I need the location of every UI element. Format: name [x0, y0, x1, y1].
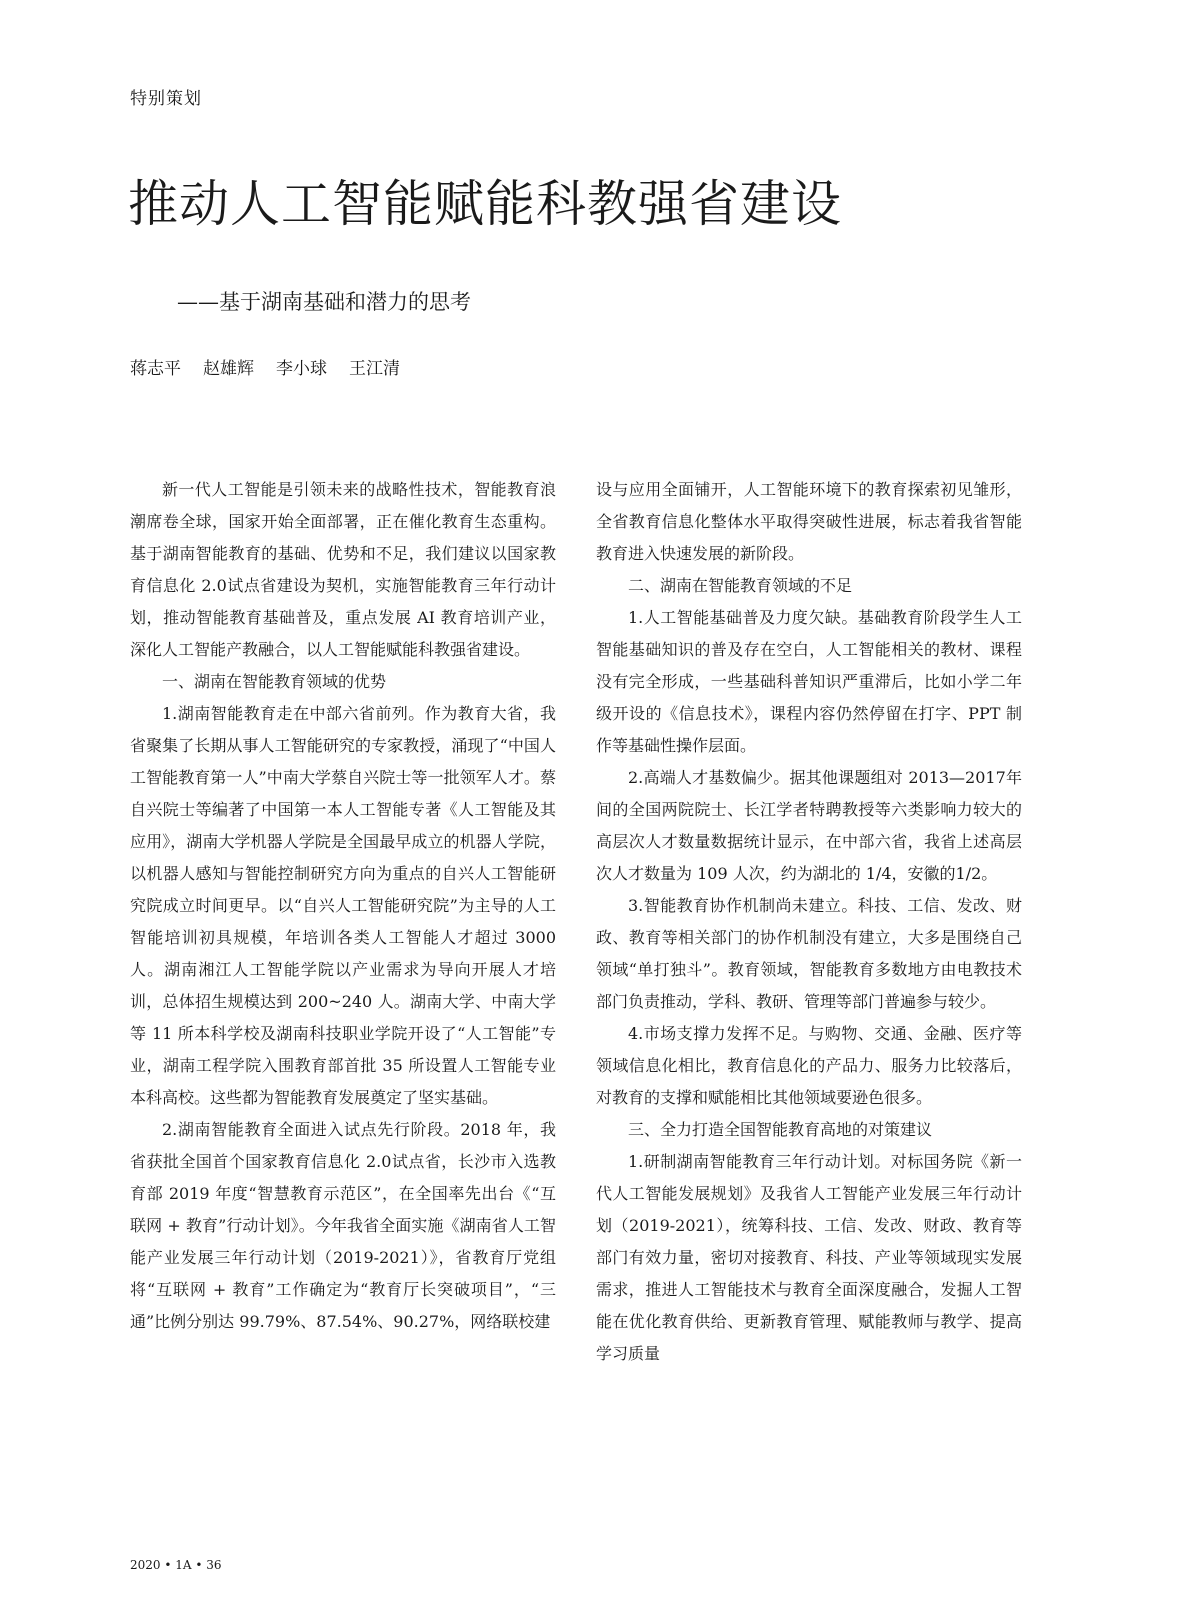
section-heading: 三、全力打造全国智能教育高地的对策建议	[628, 1120, 933, 1139]
author-list	[130, 354, 400, 379]
body-paragraph: 2.湖南智能教育全面进入试点先行阶段。2018 年，我省获批全国首个国家教育信息化 2.0试点省，长沙市入选教育部 2019 年度“智慧教育示范区”，在全国率先出台《“互联网 + 教育”行动计划》。今年我省全面实施《湖南省人工智能产业发展三年行动计划（2019-2021）》，省教育厅党组将“互联网 + 教育”工作确定为“教育厅长突破项目”，“三通”比例分别达 99.79%、87.54%、90.27%，网络联校建	[130, 1120, 556, 1331]
article-title: 推动人工智能赋能科教强省建设	[128, 175, 842, 233]
body-paragraph: 3.智能教育协作机制尚未建立。科技、工信、发改、财政、教育等相关部门的协作机制没有建立，大多是围绕自己领域“单打独斗”。教育领域，智能教育多数地方由电教技术部门负责推动，学科、教研、管理等部门普遍参与较少。	[596, 896, 1022, 1011]
author-name: 赵雄辉	[203, 359, 254, 379]
body-column-left	[130, 474, 556, 1338]
author-name: 王江清	[349, 359, 400, 379]
author-name: 李小球	[276, 359, 327, 379]
page-footer: 2020 • 1A • 36	[130, 1558, 222, 1572]
article-subtitle: ——基于湖南基础和潜力的思考	[177, 290, 471, 314]
body-paragraph: 1.人工智能基础普及力度欠缺。基础教育阶段学生人工智能基础知识的普及存在空白，人工智能相关的教材、课程没有完全形成，一些基础科普知识严重滞后，比如小学二年级开设的《信息技术》，课程内容仍然停留在打字、PPT 制作等基础性操作层面。	[596, 608, 1022, 755]
section-label: 特别策划	[130, 89, 202, 109]
author-name: 蒋志平	[130, 359, 181, 379]
body-column-right	[596, 474, 1022, 1370]
body-paragraph: 1.湖南智能教育走在中部六省前列。作为教育大省，我省聚集了长期从事人工智能研究的专家教授，涌现了“中国人工智能教育第一人”中南大学蔡自兴院士等一批领军人才。蔡自兴院士等编著了中国第一本人工智能专著《人工智能及其应用》，湖南大学机器人学院是全国最早成立的机器人学院，以机器人感知与智能控制研究方向为重点的自兴人工智能研究院成立时间更早。以“自兴人工智能研究院”为主导的人工智能培训初具规模，年培训各类人工智能人才超过 3000 人。湖南湘江人工智能学院以产业需求为导向开展人才培训，总体招生规模达到 200~240 人。湖南大学、中南大学等 11 所本科学校及湖南科技职业学院开设了“人工智能”专业，湖南工程学院入围教育部首批 35 所设置人工智能专业本科高校。这些都为智能教育发展奠定了坚实基础。	[130, 704, 556, 1107]
body-paragraph: 4.市场支撑力发挥不足。与购物、交通、金融、医疗等领域信息化相比，教育信息化的产品力、服务力比较落后，对教育的支撑和赋能相比其他领域要逊色很多。	[596, 1024, 1022, 1107]
body-paragraph: 设与应用全面铺开，人工智能环境下的教育探索初见雏形，全省教育信息化整体水平取得突破性进展，标志着我省智能教育进入快速发展的新阶段。	[596, 480, 1022, 563]
section-heading: 一、湖南在智能教育领域的优势	[162, 672, 387, 691]
body-paragraph: 新一代人工智能是引领未来的战略性技术，智能教育浪潮席卷全球，国家开始全面部署，正在催化教育生态重构。基于湖南智能教育的基础、优势和不足，我们建议以国家教育信息化 2.0试点省建设为契机，实施智能教育三年行动计划，推动智能教育基础普及，重点发展 AI 教育培训产业，深化人工智能产教融合，以人工智能赋能科教强省建设。	[130, 480, 556, 659]
body-paragraph: 2.高端人才基数偏少。据其他课题组对 2013—2017年间的全国两院院士、长江学者特聘教授等六类影响力较大的高层次人才数量数据统计显示，在中部六省，我省上述高层次人才数量为 109 人次，约为湖北的 1/4，安徽的1/2。	[596, 768, 1022, 883]
section-heading: 二、湖南在智能教育领域的不足	[628, 576, 853, 595]
body-paragraph: 1.研制湖南智能教育三年行动计划。对标国务院《新一代人工智能发展规划》及我省人工智能产业发展三年行动计划（2019-2021），统筹科技、工信、发改、财政、教育等部门有效力量，密切对接教育、科技、产业等领域现实发展需求，推进人工智能技术与教育全面深度融合，发掘人工智能在优化教育供给、更新教育管理、赋能教师与教学、提高学习质量	[596, 1152, 1022, 1363]
